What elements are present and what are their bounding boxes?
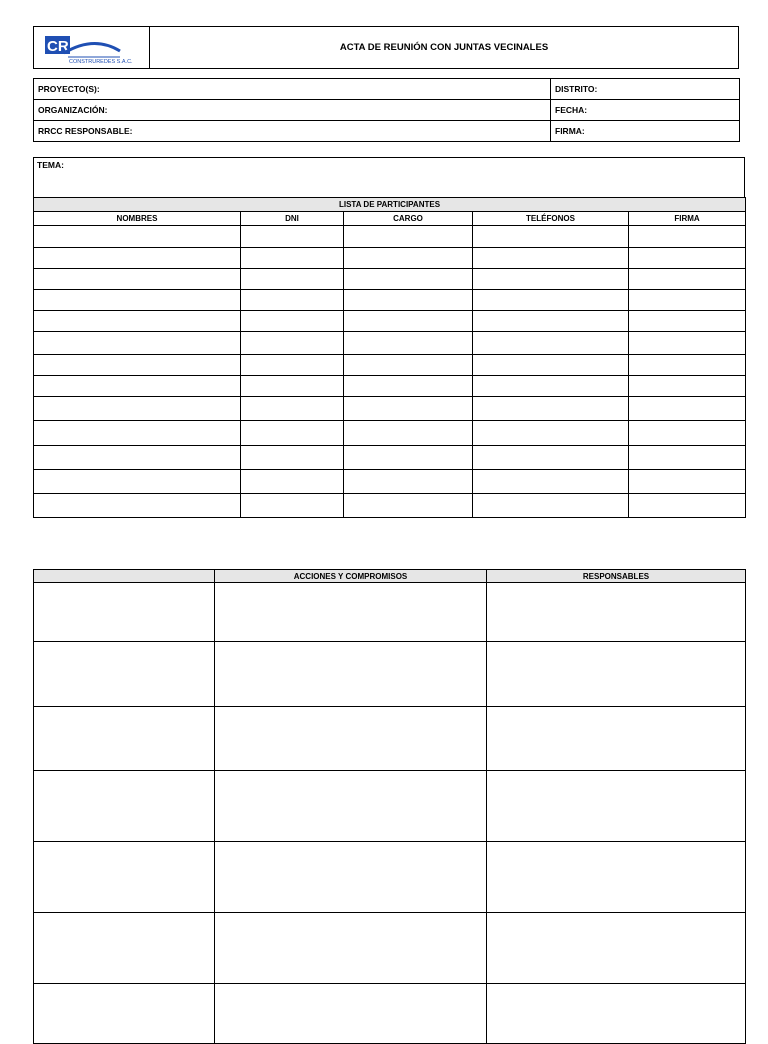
participants-rows xyxy=(34,226,746,518)
participant-row xyxy=(34,397,746,421)
participant-cell[interactable] xyxy=(629,470,746,494)
participant-cell[interactable] xyxy=(34,421,241,446)
action-cell[interactable] xyxy=(215,984,487,1044)
action-row xyxy=(34,984,746,1044)
col-firma: FIRMA xyxy=(629,212,746,226)
participant-cell[interactable] xyxy=(34,355,241,376)
participant-cell[interactable] xyxy=(629,248,746,269)
action-cell[interactable] xyxy=(34,984,215,1044)
participant-cell[interactable] xyxy=(629,355,746,376)
participant-row xyxy=(34,332,746,355)
responsable-field[interactable]: RRCC RESPONSABLE: xyxy=(34,121,551,142)
participant-cell[interactable] xyxy=(473,421,629,446)
participant-cell[interactable] xyxy=(629,397,746,421)
document-title: ACTA DE REUNIÓN CON JUNTAS VECINALES xyxy=(150,27,739,69)
participant-row xyxy=(34,355,746,376)
col-cargo: CARGO xyxy=(344,212,473,226)
participant-cell[interactable] xyxy=(241,376,344,397)
participant-cell[interactable] xyxy=(629,446,746,470)
participant-cell[interactable] xyxy=(241,421,344,446)
participant-cell[interactable] xyxy=(241,269,344,290)
participant-cell[interactable] xyxy=(344,421,473,446)
participant-cell[interactable] xyxy=(344,376,473,397)
actions-rows xyxy=(34,583,746,1044)
actions-table xyxy=(33,569,746,1044)
participant-cell[interactable] xyxy=(473,446,629,470)
action-cell[interactable] xyxy=(34,707,215,771)
tema-label: TEMA: xyxy=(37,160,64,170)
action-row xyxy=(34,707,746,771)
participant-row xyxy=(34,290,746,311)
participant-cell[interactable] xyxy=(344,446,473,470)
svg-text:CR: CR xyxy=(47,38,69,55)
participant-cell[interactable] xyxy=(629,226,746,248)
participant-cell[interactable] xyxy=(344,494,473,518)
action-cell[interactable] xyxy=(487,771,746,842)
action-cell[interactable] xyxy=(215,642,487,707)
action-cell[interactable] xyxy=(487,842,746,913)
action-cell[interactable] xyxy=(487,707,746,771)
action-row xyxy=(34,583,746,642)
logo-cell xyxy=(34,27,150,69)
participant-row xyxy=(34,421,746,446)
col-dni: DNI xyxy=(241,212,344,226)
participant-cell[interactable] xyxy=(473,355,629,376)
participant-cell[interactable] xyxy=(34,332,241,355)
participant-cell[interactable] xyxy=(34,269,241,290)
col-nombres: NOMBRES xyxy=(34,212,241,226)
action-cell[interactable] xyxy=(34,842,215,913)
participant-cell[interactable] xyxy=(34,446,241,470)
participant-row xyxy=(34,311,746,332)
action-cell[interactable] xyxy=(34,583,215,642)
document-header xyxy=(33,26,739,69)
fecha-field[interactable]: FECHA: xyxy=(551,100,740,121)
participant-cell[interactable] xyxy=(34,248,241,269)
action-row xyxy=(34,842,746,913)
participant-cell[interactable] xyxy=(629,311,746,332)
participant-cell[interactable] xyxy=(629,494,746,518)
participant-cell[interactable] xyxy=(241,397,344,421)
participants-title: LISTA DE PARTICIPANTES xyxy=(34,198,746,212)
action-cell[interactable] xyxy=(215,842,487,913)
participant-cell[interactable] xyxy=(473,226,629,248)
participant-cell[interactable] xyxy=(241,446,344,470)
action-row xyxy=(34,771,746,842)
participant-row xyxy=(34,376,746,397)
participant-cell[interactable] xyxy=(241,355,344,376)
firma-field[interactable]: FIRMA: xyxy=(551,121,740,142)
participant-cell[interactable] xyxy=(344,311,473,332)
company-logo xyxy=(34,27,150,68)
participant-cell[interactable] xyxy=(473,269,629,290)
participant-cell[interactable] xyxy=(241,470,344,494)
action-row xyxy=(34,642,746,707)
participant-cell[interactable] xyxy=(241,494,344,518)
col-acciones: ACCIONES Y COMPROMISOS xyxy=(215,570,487,583)
participant-cell[interactable] xyxy=(34,494,241,518)
participant-cell[interactable] xyxy=(241,311,344,332)
participant-cell[interactable] xyxy=(629,421,746,446)
col-telefonos: TELÉFONOS xyxy=(473,212,629,226)
action-cell[interactable] xyxy=(215,707,487,771)
participant-row xyxy=(34,446,746,470)
action-cell[interactable] xyxy=(34,913,215,984)
info-table xyxy=(33,78,740,142)
action-cell[interactable] xyxy=(34,771,215,842)
tema-box[interactable] xyxy=(33,157,745,198)
participant-cell[interactable] xyxy=(344,332,473,355)
col-responsables: RESPONSABLES xyxy=(487,570,746,583)
participant-cell[interactable] xyxy=(629,290,746,311)
action-row xyxy=(34,913,746,984)
proyecto-field[interactable]: PROYECTO(S): xyxy=(34,79,551,100)
participant-row xyxy=(34,494,746,518)
participant-cell[interactable] xyxy=(473,311,629,332)
action-cell[interactable] xyxy=(34,642,215,707)
action-cell[interactable] xyxy=(487,642,746,707)
participant-cell[interactable] xyxy=(473,332,629,355)
participant-cell[interactable] xyxy=(34,376,241,397)
action-cell[interactable] xyxy=(487,913,746,984)
participant-row xyxy=(34,470,746,494)
svg-text:CONSTRUREDES S.A.C.: CONSTRUREDES S.A.C. xyxy=(69,59,133,65)
participant-cell[interactable] xyxy=(34,397,241,421)
action-cell[interactable] xyxy=(487,984,746,1044)
participant-cell[interactable] xyxy=(473,470,629,494)
participant-cell[interactable] xyxy=(473,248,629,269)
participant-row xyxy=(34,269,746,290)
participants-table xyxy=(33,197,746,518)
participant-cell[interactable] xyxy=(344,355,473,376)
participant-cell[interactable] xyxy=(473,397,629,421)
participant-cell[interactable] xyxy=(344,290,473,311)
participant-cell[interactable] xyxy=(344,470,473,494)
distrito-field[interactable]: DISTRITO: xyxy=(551,79,740,100)
participant-cell[interactable] xyxy=(34,290,241,311)
organizacion-field[interactable]: ORGANIZACIÓN: xyxy=(34,100,551,121)
participant-cell[interactable] xyxy=(344,226,473,248)
participant-cell[interactable] xyxy=(473,494,629,518)
participant-cell[interactable] xyxy=(344,248,473,269)
participant-cell[interactable] xyxy=(34,470,241,494)
participant-cell[interactable] xyxy=(473,376,629,397)
action-cell[interactable] xyxy=(215,771,487,842)
participant-cell[interactable] xyxy=(34,226,241,248)
participant-cell[interactable] xyxy=(344,269,473,290)
participant-cell[interactable] xyxy=(241,226,344,248)
action-cell[interactable] xyxy=(215,913,487,984)
col-blank xyxy=(34,570,215,583)
action-cell[interactable] xyxy=(487,583,746,642)
action-cell[interactable] xyxy=(215,583,487,642)
participant-cell[interactable] xyxy=(629,332,746,355)
participant-cell[interactable] xyxy=(629,376,746,397)
participant-cell[interactable] xyxy=(629,269,746,290)
participant-cell[interactable] xyxy=(473,290,629,311)
participant-cell[interactable] xyxy=(241,290,344,311)
participant-row xyxy=(34,226,746,248)
participant-cell[interactable] xyxy=(344,397,473,421)
participant-cell[interactable] xyxy=(34,311,241,332)
participant-row xyxy=(34,248,746,269)
participant-cell[interactable] xyxy=(241,248,344,269)
participant-cell[interactable] xyxy=(241,332,344,355)
